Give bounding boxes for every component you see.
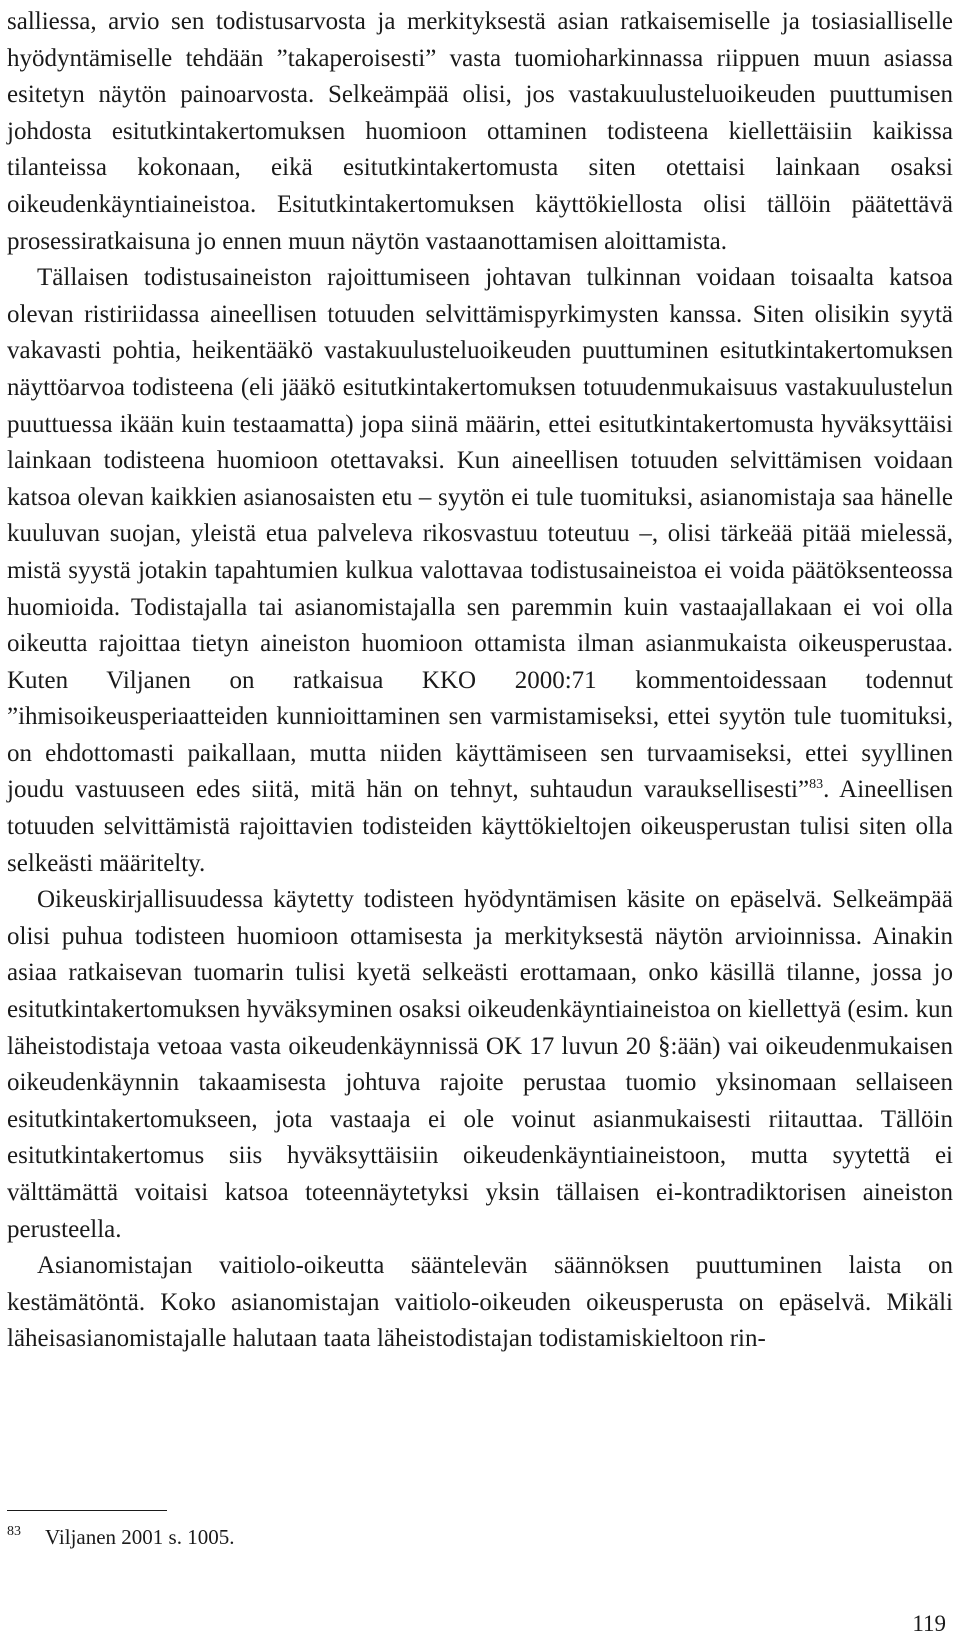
paragraph — [7, 4, 953, 260]
paragraph-text: salliessa, arvio sen todistusarvosta ja merkityksestä asian ratkaisemiselle ja tosiasialliselle hyödyntämiselle tehdään ”takaperoisesti” vasta tuomioharkinnassa riippuen muun asiassa esitetyn näytön painoarvosta. Selkeämpää olisi, jos vastakuulusteluoikeuden puuttumisen johdosta esitutkintakertomuksen huomioon ottaminen todisteena kiellettäisiin kaikissa tilanteissa kokonaan, eikä esitutkintakertomusta siten otettaisi lainkaan osaksi oikeudenkäyntiaineistoa. Esitutkintakertomuksen käyttökiellosta olisi tällöin päätettävä prosessiratkaisuna jo ennen muun näytön vastaanottamisen aloittamista. — [7, 8, 953, 255]
paragraph-text: Oikeuskirjallisuudessa käytetty todisteen hyödyntämisen käsite on epäselvä. Selkeämpää olisi puhua todisteen huomioon ottamisesta ja merkityksestä näytön arvioinnissa. Ainakin asiaa ratkaisevan tuomarin tulisi kyetä selkeästi erottamaan, onko käsillä tilanne, jossa jo esitutkintakertomuksen hyväksyminen osaksi oikeudenkäyntiaineistoa on kiellettyä (esim. kun läheistodistaja vetoaa vasta oikeudenkäynnissä OK 17 luvun 20 §:ään) vai oikeudenmukaisen oikeudenkäynnin takaamisesta johtuva rajoite perustaa tuomio yksinomaan sellaiseen esitutkintakertomukseen, jota vastaaja ei ole voinut asianmukaisesti riitauttaa. Tällöin esitutkintakertomus siis hyväksyttäisiin oikeudenkäyntiaineistoon, mutta syytettä ei välttämättä voitaisi katsoa toteennäytetyksi yksin tällaisen ei-kontradiktorisen aineiston perusteella. — [7, 886, 953, 1243]
paragraph-text: Asianomistajan vaitiolo-oikeutta sääntelevän säännöksen puuttuminen laista on kestämätöntä. Koko asianomistajan vaitiolo-oikeuden oikeusperusta on epäselvä. Mikäli läheisasianomistajalle halutaan taata läheistodistajan todistamiskieltoon rin- — [7, 1252, 953, 1353]
footnote-text: Viljanen 2001 s. 1005. — [45, 1525, 235, 1549]
page-number: 119 — [912, 1611, 946, 1636]
body-text — [7, 4, 953, 1358]
footnote — [7, 1518, 234, 1551]
footnote-number: 83 — [7, 1524, 21, 1539]
paragraph-text: Tällaisen todistusaineiston rajoittumiseen johtavan tulkinnan voidaan toisaalta katsoa olevan ristiriidassa aineellisen totuuden selvittämispyrkimysten kanssa. Siten olisikin syytä vakavasti pohtia, heikentääkö vastakuulusteluoikeuden puuttuminen esitutkintakertomuksen näyttöarvoa todisteena (eli jääkö esitutkintakertomuksen totuudenmukaisuus vastakuulustelun puuttuessa ikään kuin testaamatta) jopa siinä määrin, ettei esitutkintakertomusta hyväksyttäisi lainkaan todisteena huomioon otettavaksi. Kun aineellisen totuuden selvittämisen voidaan katsoa olevan kaikkien asianosaisten etu – syytön ei tule tuomituksi, asianomistaja saa hänelle kuuluvan suojan, yleistä etua palveleva rikosvastuu toteutuu –, olisi tärkeää pitää mielessä, mistä syystä jotakin tapahtumien kulkua valottavaa todistusaineistoa ei voida päätöksenteossa huomioida. Todistajalla tai asianomistajalla sen paremmin kuin vastaajallakaan ei voi olla oikeutta rajoittaa tietyn aineiston huomioon ottamista ilman asianmukaista oikeusperustaa. Kuten Viljanen on ratkaisua KKO 2000:71 kommentoidessaan todennut ”ihmisoikeusperiaatteiden kunnioittaminen sen varmistamiseksi, ettei syytön tule tuomituksi, on ehdottomasti paikallaan, mutta niiden käyttämiseen sen turvaamiseksi, ettei syyllinen joudu vastuuseen edes siitä, mitä hän on tehnyt, suhtaudun varauksellisesti” — [7, 264, 953, 804]
paragraph — [7, 260, 953, 882]
paragraph — [7, 1248, 953, 1358]
footnote-divider — [7, 1510, 167, 1511]
paragraph-text: . Aineellisen totuuden selvittämistä rajoittavien todisteiden käyttökieltojen oikeusperustan tulisi siten olla selkeästi määritelty. — [7, 776, 953, 877]
footnote-reference: 83 — [809, 777, 824, 793]
paragraph — [7, 882, 953, 1248]
